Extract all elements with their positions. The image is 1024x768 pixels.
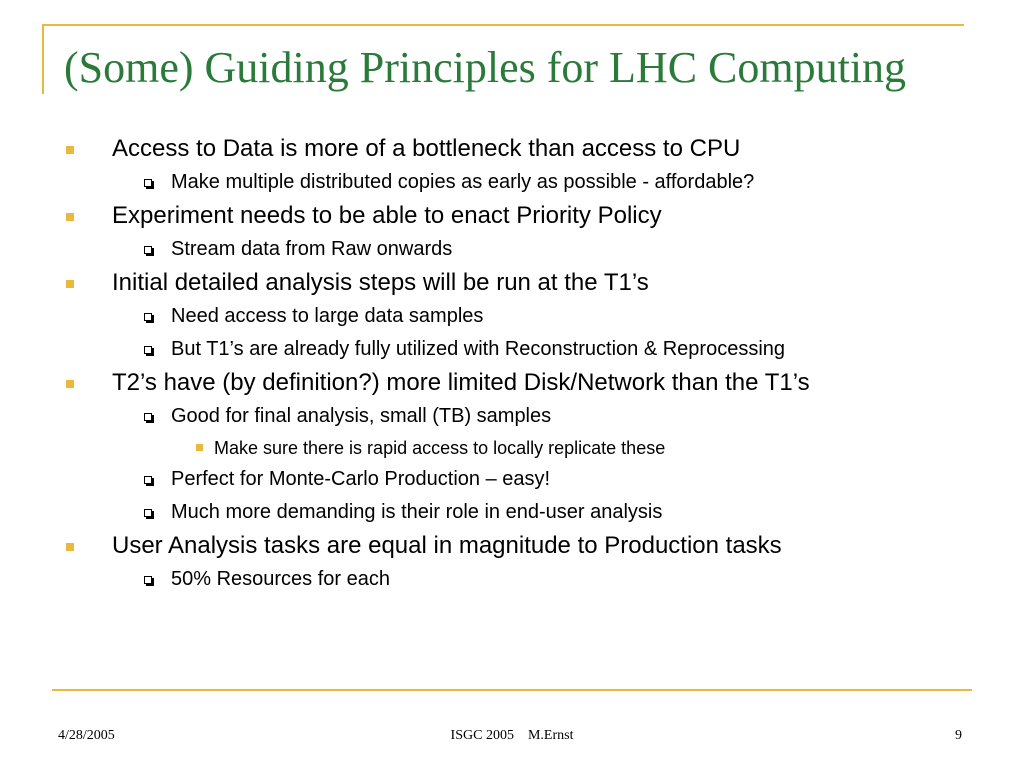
hollow-square-bullet-icon bbox=[144, 313, 152, 321]
sub-bullet-item bbox=[0, 333, 1024, 366]
sub-bullet-item bbox=[0, 563, 1024, 596]
sub-bullet-item bbox=[0, 233, 1024, 266]
square-bullet-icon bbox=[66, 146, 74, 154]
hollow-square-bullet-icon bbox=[144, 413, 152, 421]
bullet-text: User Analysis tasks are equal in magnitude to Production tasks bbox=[112, 532, 782, 559]
sub-bullet-item bbox=[0, 463, 1024, 496]
sub-bullet-text: Stream data from Raw onwards bbox=[171, 238, 453, 260]
bullet-text: Experiment needs to be able to enact Priority Policy bbox=[112, 202, 662, 229]
bullet-text: Access to Data is more of a bottleneck than access to CPU bbox=[112, 135, 741, 162]
sub-sub-bullet-text: Make sure there is rapid access to locally replicate these bbox=[214, 438, 666, 458]
hollow-square-bullet-icon bbox=[144, 179, 152, 187]
sub-bullet-item bbox=[0, 300, 1024, 333]
square-bullet-icon bbox=[66, 380, 74, 388]
small-square-bullet-icon bbox=[196, 444, 203, 451]
sub-bullet-item bbox=[0, 496, 1024, 529]
footer-event: ISGC 2005 bbox=[450, 728, 514, 743]
hollow-square-bullet-icon bbox=[144, 246, 152, 254]
hollow-square-bullet-icon bbox=[144, 509, 152, 517]
bullet-list bbox=[0, 132, 1024, 596]
title-frame-top-rule bbox=[42, 24, 964, 26]
hollow-square-bullet-icon bbox=[144, 476, 152, 484]
sub-bullet-item bbox=[0, 400, 1024, 433]
slide-title: (Some) Guiding Principles for LHC Computing bbox=[64, 43, 907, 92]
footer-event-author bbox=[0, 727, 1024, 745]
sub-bullet-text: Much more demanding is their role in end-user analysis bbox=[171, 501, 663, 523]
footer-date: 4/28/2005 bbox=[58, 728, 115, 743]
footer-rule bbox=[52, 689, 972, 691]
sub-bullet-text: Perfect for Monte-Carlo Production – easy! bbox=[171, 468, 551, 490]
hollow-square-bullet-icon bbox=[144, 576, 152, 584]
footer-author: M.Ernst bbox=[527, 728, 574, 743]
bullet-item bbox=[0, 266, 1024, 300]
sub-sub-bullet-item bbox=[0, 433, 1024, 463]
bullet-text: T2’s have (by definition?) more limited Disk/Network than the T1’s bbox=[112, 369, 810, 396]
square-bullet-icon bbox=[66, 543, 74, 551]
bullet-item bbox=[0, 529, 1024, 563]
bullet-item bbox=[0, 366, 1024, 400]
sub-bullet-text: Need access to large data samples bbox=[171, 305, 484, 327]
square-bullet-icon bbox=[66, 280, 74, 288]
sub-bullet-item bbox=[0, 166, 1024, 199]
sub-bullet-text: Make multiple distributed copies as early as possible - affordable? bbox=[171, 171, 755, 193]
footer-page-number: 9 bbox=[955, 728, 962, 743]
sub-bullet-text: 50% Resources for each bbox=[171, 568, 391, 590]
sub-bullet-text: But T1’s are already fully utilized with Reconstruction & Reprocessing bbox=[171, 338, 786, 360]
bullet-item bbox=[0, 199, 1024, 233]
hollow-square-bullet-icon bbox=[144, 346, 152, 354]
bullet-item bbox=[0, 132, 1024, 166]
title-frame-left-rule bbox=[42, 24, 44, 94]
bullet-text: Initial detailed analysis steps will be run at the T1’s bbox=[112, 269, 649, 296]
sub-bullet-text: Good for final analysis, small (TB) samples bbox=[171, 405, 552, 427]
square-bullet-icon bbox=[66, 213, 74, 221]
